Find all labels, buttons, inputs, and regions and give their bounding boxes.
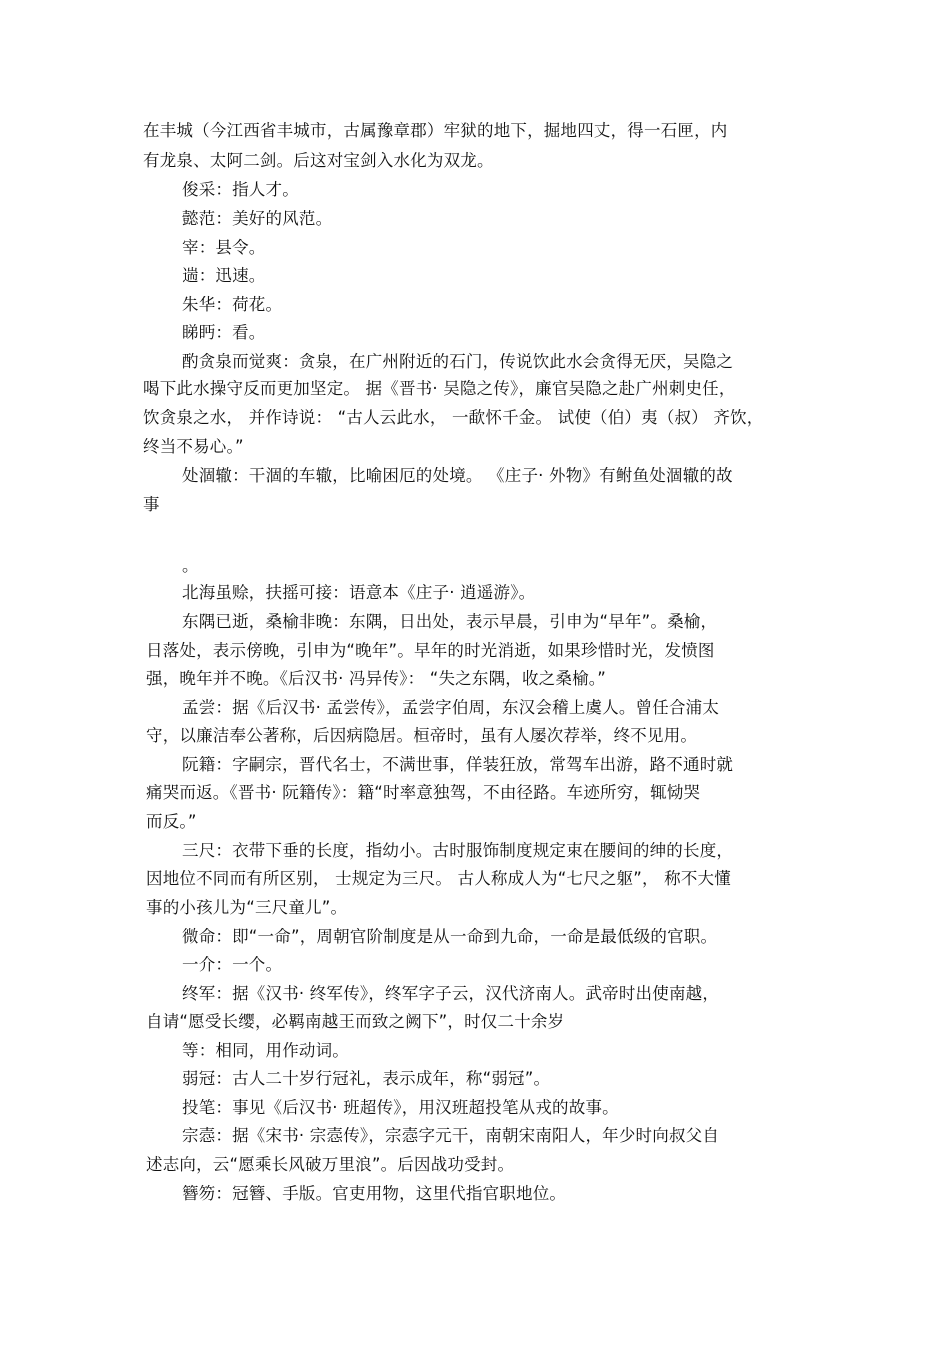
text-line: 宰：县令。 (182, 238, 266, 257)
text-line: 三尺：衣带下垂的长度，指幼小。古时服饰制度规定束在腰间的绅的长度， (182, 841, 734, 860)
text-line: 守，以廉洁奉公著称，后因病隐居。桓帝时，虽有人屡次荐举，终不见用。 (146, 726, 698, 745)
text-line: 痛哭而返。《晋书· 阮籍传》：籍“时率意独驾，不由径路。车迹所穷，辄恸哭 (146, 783, 701, 802)
text-line: 北海虽赊，扶摇可接：语意本《庄子· 逍遥游》。 (182, 583, 536, 602)
text-line: 孟尝：据《后汉书· 孟尝传》，孟尝字伯周，东汉会稽上虞人。曾任合浦太 (182, 698, 720, 717)
text-line: 而反。” (146, 812, 197, 831)
text-line: 投笔：事见《后汉书· 班超传》，用汉班超投笔从戎的故事。 (182, 1098, 619, 1117)
text-line: 饮贪泉之水， 并作诗说： “古人云此水， 一歃怀千金。 试使（伯）夷（叔） 齐饮， (143, 408, 764, 427)
text-line: 一介：一个。 (182, 955, 283, 974)
text-line: 朱华：荷花。 (182, 295, 283, 314)
text-line: 在丰城（今江西省丰城市，古属豫章郡）牢狱的地下，掘地四丈，得一石匣，内 (143, 121, 728, 140)
text-line: 事的小孩儿为“三尺童儿”。 (146, 898, 348, 917)
text-line: 阮籍：字嗣宗，晋代名士，不满世事，佯装狂放，常驾车出游，路不通时就 (182, 755, 734, 774)
text-line: 弱冠：古人二十岁行冠礼，表示成年，称“弱冠”。 (182, 1069, 551, 1088)
text-line: 处涸辙：干涸的车辙，比喻困厄的处境。 《庄子· 外物》有鲋鱼处涸辙的故 (182, 466, 733, 485)
text-line: 睇眄：看。 (182, 323, 266, 342)
text-line: 俊采：指人才。 (182, 180, 299, 199)
text-line: 东隅已逝，桑榆非晚：东隅，日出处，表示早晨，引申为“早年”。桑榆， (182, 612, 718, 631)
text-line: 微命：即“一命”，周朝官阶制度是从一命到九命，一命是最低级的官职。 (182, 927, 718, 946)
text-line: 事 (143, 495, 160, 514)
text-line: 酌贪泉而觉爽：贪泉，在广州附近的石门，传说饮此水会贪得无厌，吴隐之 (182, 352, 734, 371)
text-line: 懿范：美好的风范。 (182, 209, 333, 228)
text-line: 日落处，表示傍晚，引申为“晚年”。早年的时光消逝，如果珍惜时光，发愤图 (146, 641, 715, 660)
text-line: 喝下此水操守反而更加坚定。 据《晋书· 吴隐之传》，廉官吴隐之赴广州刺史任， (143, 379, 736, 398)
text-line: 强，晚年并不晚。《后汉书· 冯异传》： “失之东隅，收之桑榆。” (146, 669, 606, 688)
text-line: 簪笏：冠簪、手版。官吏用物，这里代指官职地位。 (182, 1184, 567, 1203)
text-line: 述志向，云“愿乘长风破万里浪”。后因战功受封。 (146, 1155, 515, 1174)
text-line: 自请“愿受长缨，必羁南越王而致之阙下”，时仅二十余岁 (146, 1012, 565, 1031)
text-line: 终当不易心。” (143, 437, 244, 456)
text-line: 宗悫：据《宋书· 宗悫传》，宗悫字元干，南朝宋南阳人，年少时向叔父自 (182, 1126, 720, 1145)
text-line: 终军：据《汉书· 终军传》，终军字子云，汉代济南人。武帝时出使南越， (182, 984, 720, 1003)
text-line: 有龙泉、太阿二剑。后这对宝剑入水化为双龙。 (143, 151, 494, 170)
text-line: 遄：迅速。 (182, 266, 266, 285)
text-line: 因地位不同而有所区别， 士规定为三尺。 古人称成人为“七尺之躯”， 称不大懂 (146, 869, 731, 888)
text-line: 。 (182, 556, 199, 575)
text-line: 等：相同，用作动词。 (182, 1041, 349, 1060)
